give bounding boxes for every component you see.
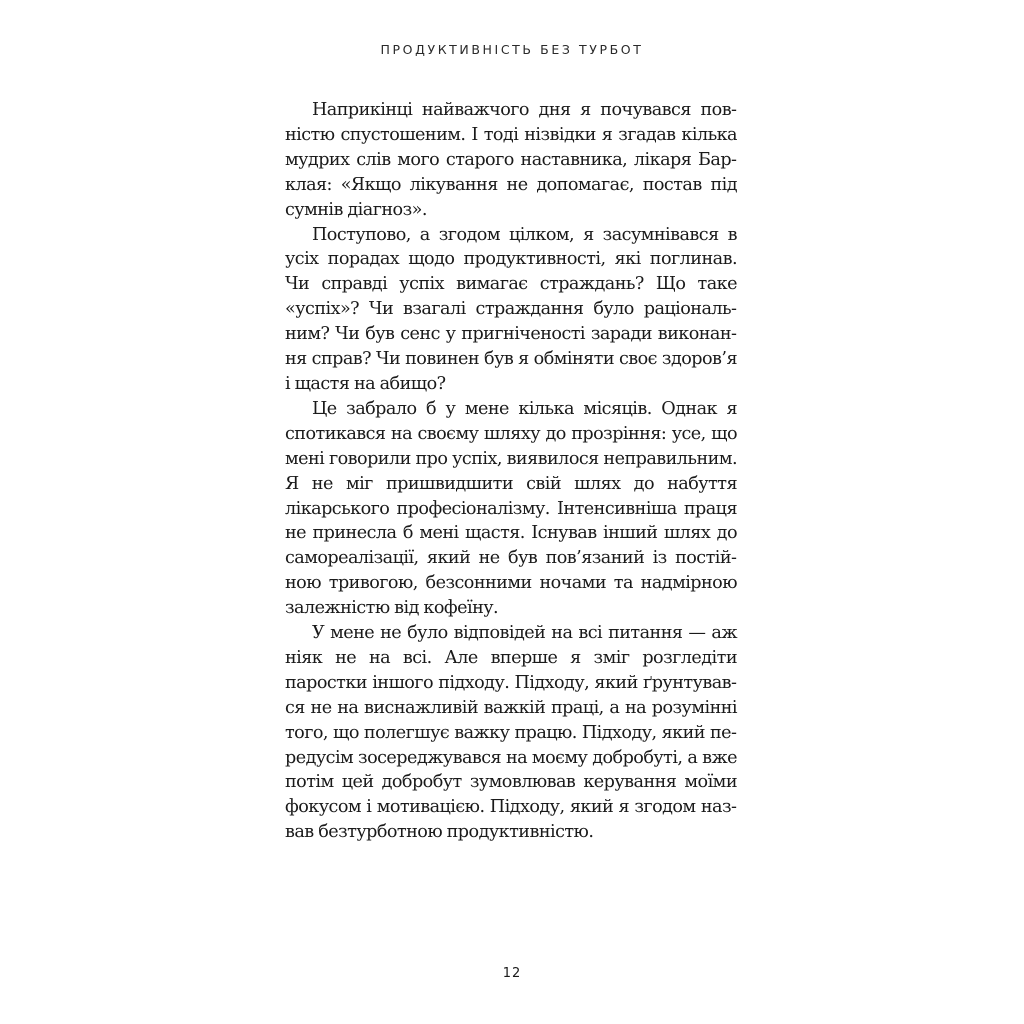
body-text: [285, 98, 737, 845]
paragraph: Це забрало б у мене кілька місяців. Однак я спотикався на своєму шляху до прозріння: усе, що мені говорили про успіх, виявилося неправильним. Я не міг пришвидшити свій шлях до набуття лікарського професіоналізму. Інтенсивніша праця не принесла б мені щастя. Існував інший шлях до самореалізації, який не був пов’язаний із постійною тривогою, безсонними ночами та надмірною залежністю від кофеїну.: [285, 398, 737, 619]
page-number: 12: [502, 966, 522, 981]
paragraph: Поступово, а згодом цілком, я засумнівався в усіх порадах щодо продуктивності, які поглинав. Чи справді успіх вимагає страждань? Що таке «успіх»? Чи взагалі страждання було раціональним? Чи був сенс у пригніченості заради виконання справ? Чи повинен був я обміняти своє здоров’я і щастя на абищо?: [285, 224, 737, 394]
running-header: ПРОДУКТИВНІСТЬ БЕЗ ТУРБОТ: [380, 42, 644, 57]
paragraph: Наприкінці найважчого дня я почувався повністю спустошеним. І тоді нізвідки я згадав кілька мудрих слів мого старого наставника, лікаря Барклая: «Якщо лікування не допомагає, постав під сумнів діагноз».: [285, 100, 737, 220]
paragraph: У мене не було відповідей на всі питання — аж ніяк не на всі. Але вперше я зміг розгледіти паростки іншого підходу. Підходу, який ґрунтувався не на виснажливій важкій праці, а на розумінні того, що полегшує важку працю. Підходу, який передусім зосереджувався на моєму добробуті, а вже потім цей добробут зумовлював керування моїми фокусом і мотивацією. Підходу, який я згодом назвав безтурботною продуктивністю.: [285, 623, 737, 843]
